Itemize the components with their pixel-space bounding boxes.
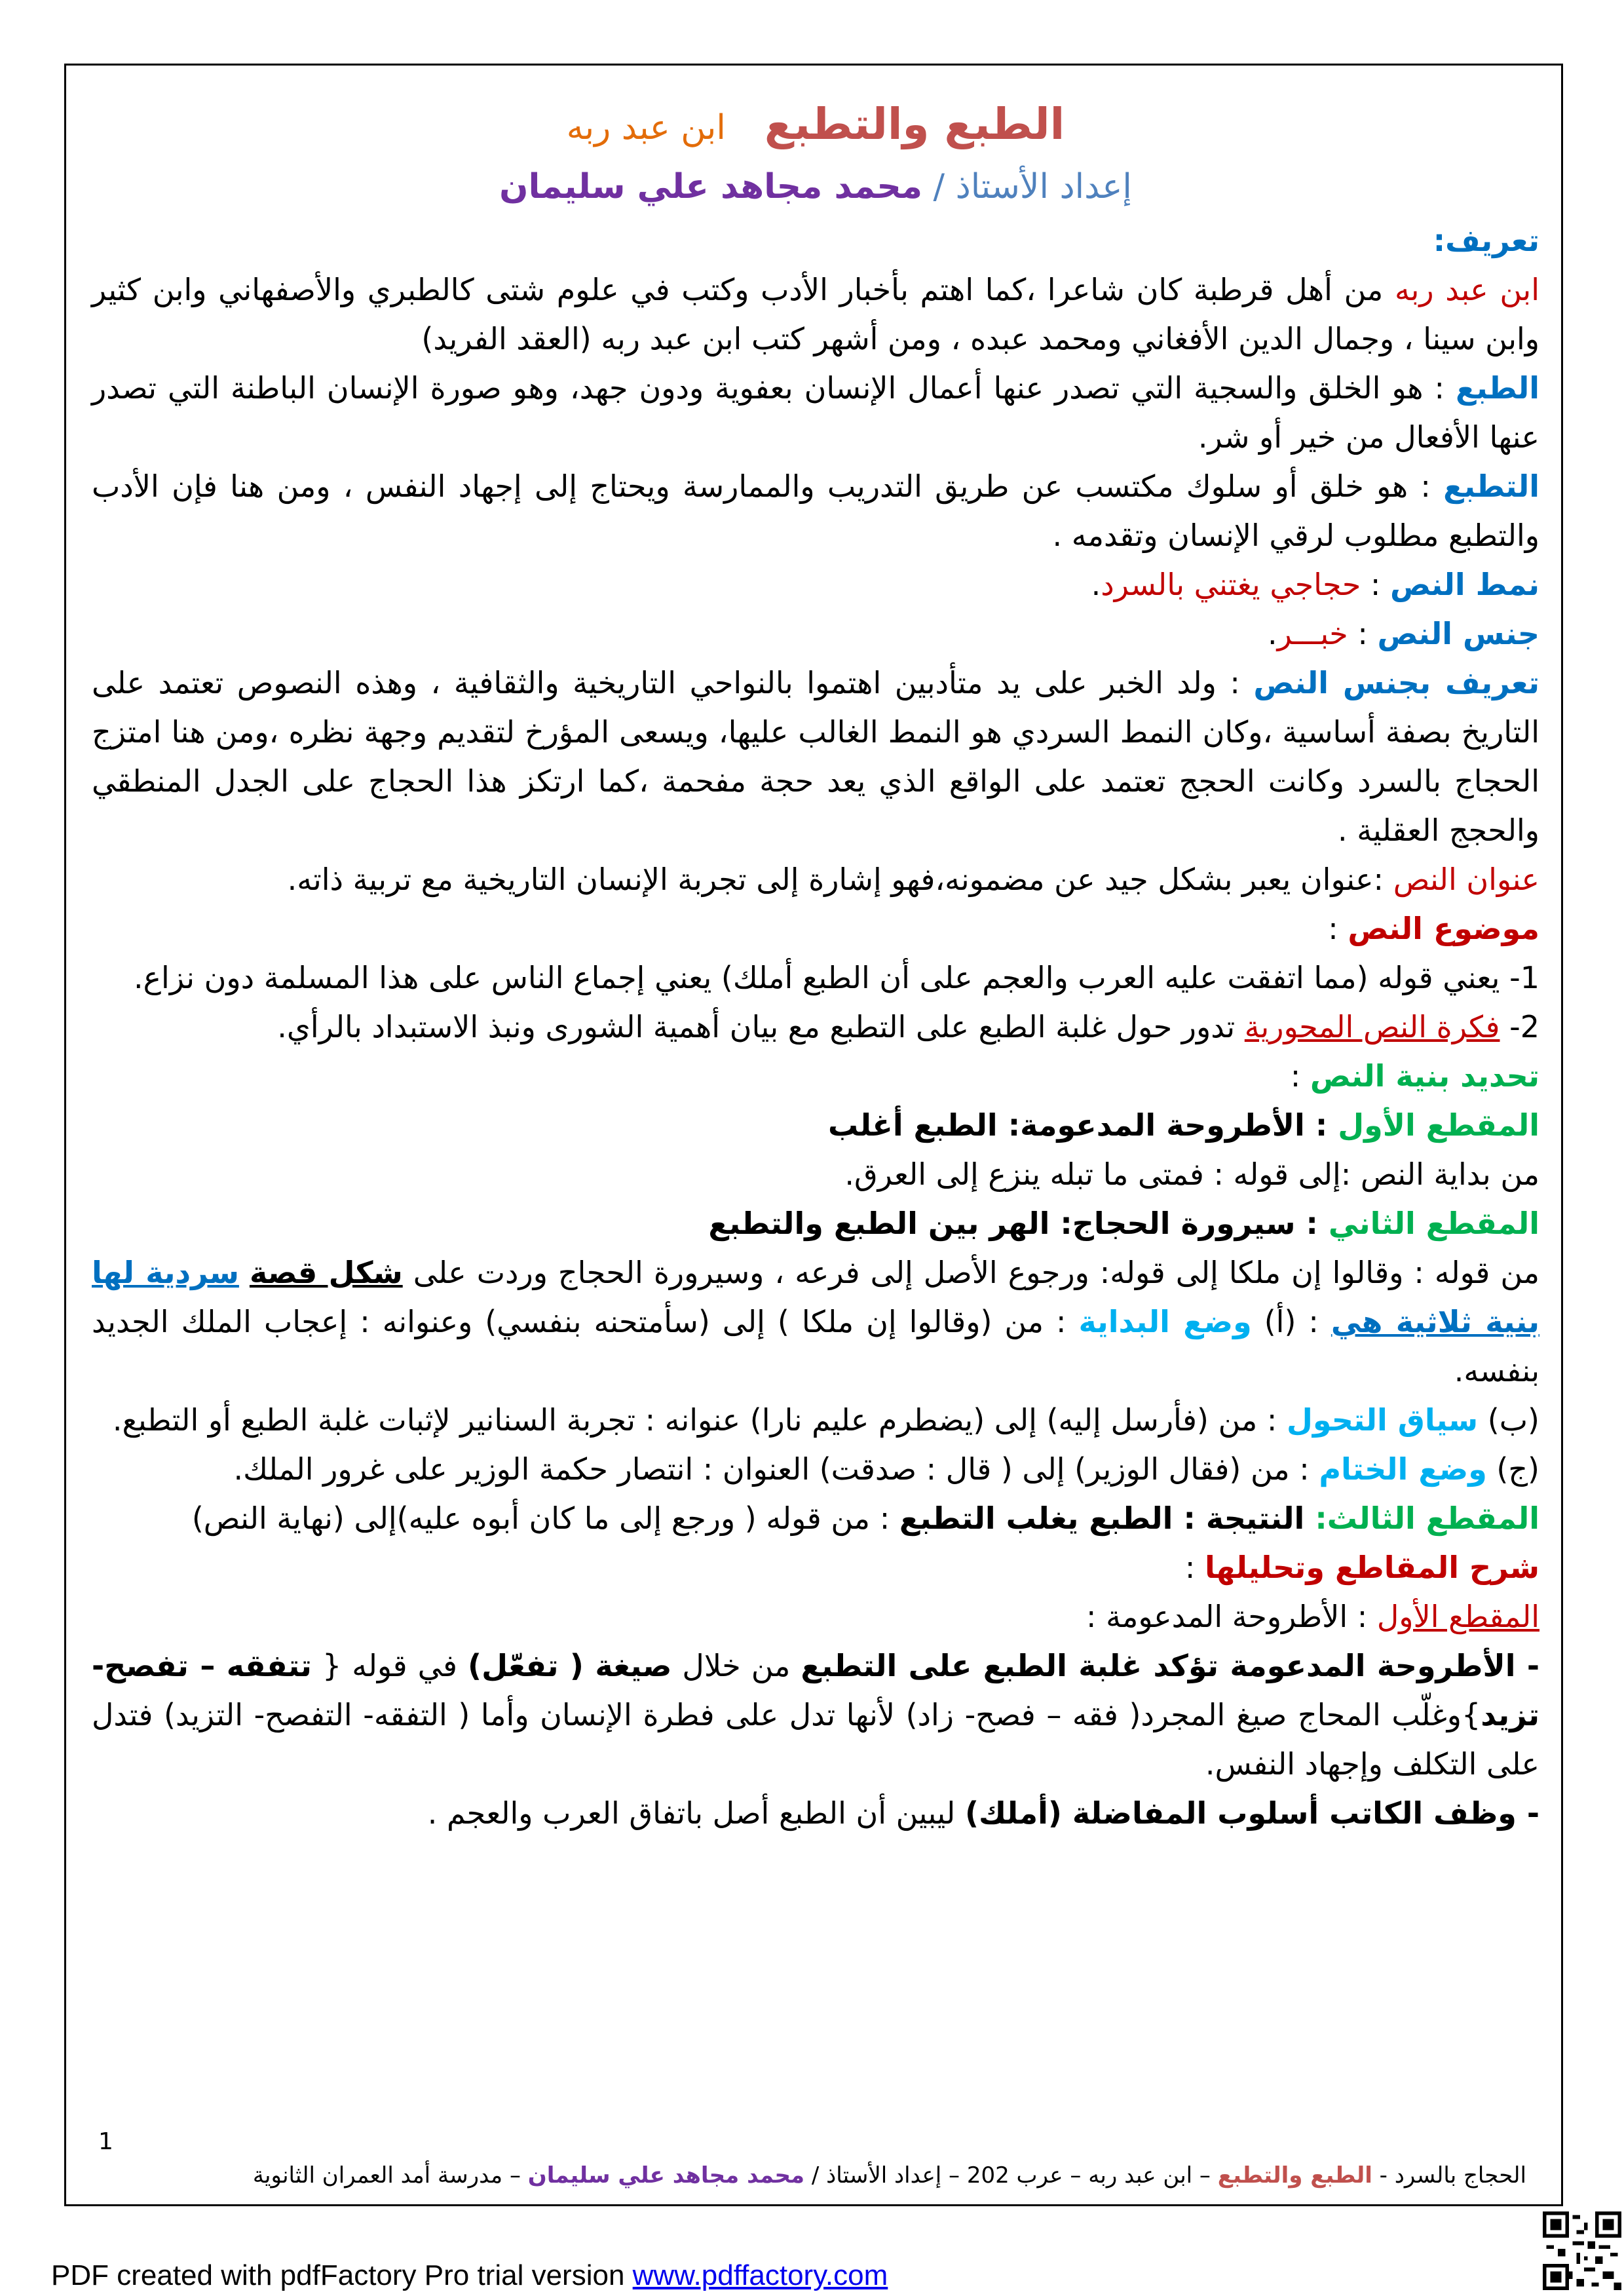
tabaa-label: الطبع: [1455, 370, 1540, 406]
analysis-segment-1-text: : الأطروحة المدعومة :: [1086, 1599, 1377, 1634]
triple-structure: سردية لها بنية ثلاثية هي: [92, 1255, 1539, 1339]
analysis-segment-1-line: [92, 1592, 1539, 1641]
pattern-sep: :: [1361, 567, 1391, 602]
tabaa-paragraph: [92, 364, 1539, 462]
teacher-name: محمد مجاهد علي سليمان: [499, 167, 923, 206]
qr-code-icon: [1543, 2211, 1621, 2290]
segment-2-title: : سيرورة الحجاج: الهر بين الطبع والتطبع: [708, 1206, 1329, 1241]
genre-def-label: تعريف بجنس النص: [1253, 665, 1539, 700]
analysis-label: شرح المقاطع وتحليلها: [1204, 1550, 1539, 1585]
analysis-p1-mid: من خلال: [671, 1648, 801, 1683]
topic-end: :: [1328, 911, 1348, 946]
analysis-p1-rest: }وغلّب المحاج صيغ المجرد( فقه – فصح- زاد) لأنها تدل على فطرة الإنسان وأما ( التفقه- التفصح- التزيد) فتدل على التكلف وإجهاد النفس.: [92, 1697, 1539, 1782]
pattern-label: نمط النص: [1390, 567, 1539, 602]
part-b-label: سياق التحول: [1287, 1402, 1479, 1438]
title-sec-label: عنوان النص: [1393, 862, 1539, 897]
part-a-prefix: : (أ): [1251, 1304, 1331, 1339]
analysis-paragraph-2: [92, 1789, 1539, 1838]
intro-label: تعريف:: [1433, 223, 1539, 258]
part-c-prefix: (ج): [1486, 1451, 1539, 1487]
genre-def-text: : ولد الخبر على يد متأدبين اهتموا بالنواحي التاريخية والثقافية ، وهذه النصوص تعتمد على التاريخ بصفة أساسية ،وكان النمط السردي هو النمط الغالب عليها، ويسعى المؤرخ لتقديم وجهة نظره ،ومن هنا امتزج الحجاج بالسرد وكانت الحجج تعتمد على الواقع الذي يعد حجة مفحمة ،كما ارتكز هذا الحجاج على الجدل المنطقي والحجج العقلية .: [92, 665, 1539, 848]
pdffactory-link[interactable]: www.pdffactory.com: [632, 2259, 888, 2291]
intro-text: من أهل قرطبة كان شاعرا ،كما اهتم بأخبار الأدب وكتب في علوم شتى كالطبري والأصفهاني وابن كثير وابن سينا ، وجمال الدين الأفغاني ومحمد عبده ، ومن أشهر كتب ابن عبد ربه (العقد الفريد): [92, 272, 1539, 356]
topic-label: موضوع النص: [1348, 911, 1539, 946]
segment-2-text: من قوله : وقالوا إن ملكا إلى قوله: ورجوع الأصل إلى فرعه ، وسيرورة الحجاج وردت على: [402, 1255, 1539, 1290]
title-sec-paragraph: [92, 855, 1539, 904]
analysis-p2-bold: - وظف الكاتب أسلوب المفاضلة (أملك): [964, 1795, 1539, 1831]
footer-prefix: الحجاج بالسرد -: [1372, 2162, 1526, 2189]
footer-title: الطبع والتطبع: [1217, 2162, 1372, 2189]
genre-sep: :: [1348, 616, 1378, 651]
page-footer: [98, 2162, 1526, 2189]
part-c-paragraph: [92, 1445, 1539, 1494]
intro-paragraph: [92, 265, 1539, 364]
part-a-text: : من (وقالوا إن ملكا ) إلى (سأمتحنه بنفسي) وعنوانه : إعجاب الملك الجديد بنفسه.: [92, 1304, 1539, 1388]
title-sec-text: :عنوان يعبر بشكل جيد عن مضمونه،فهو إشارة إلى تجربة الإنسان التاريخية مع تربية ذاته.: [287, 862, 1384, 897]
segment-1-label: المقطع الأول: [1338, 1107, 1539, 1143]
analysis-p2-rest: ليبين أن الطبع أصل باتفاق العرب والعجم .: [427, 1795, 965, 1831]
segment-3-text: : من قوله ( ورجع إلى ما كان أبوه عليه)إلى (نهاية النص): [191, 1501, 899, 1536]
prepared-by: إعداد الأستاذ /: [933, 167, 1132, 206]
title-author: ابن عبد ربه: [566, 108, 726, 147]
topic-item-2-text: تدور حول غلبة الطبع على التطبع مع بيان أهمية الشورى ونبذ الاستبداد بالرأي.: [277, 1009, 1245, 1044]
tatabbu-paragraph: [92, 462, 1539, 560]
pattern-value: حجاجي يغتني بالسرد: [1101, 567, 1361, 602]
footer-school: – مدرسة أمد العمران الثانوية: [252, 2162, 528, 2189]
structure-label-line: [92, 1052, 1539, 1101]
page-title: الطبع والتطبع: [764, 99, 1065, 149]
segment-2-paragraph: [92, 1248, 1539, 1396]
genre-label: جنس النص: [1377, 616, 1539, 651]
pattern-line: [92, 560, 1539, 609]
structure-end: :: [1290, 1058, 1310, 1094]
structure-label: تحديد بنية النص: [1310, 1058, 1539, 1094]
segment-1-title: : الأطروحة المدعومة: الطبع أغلب: [827, 1107, 1338, 1143]
analysis-p1-words: تتفقه – تفصح- تزيد: [92, 1648, 1539, 1732]
segment-2-line: [92, 1199, 1539, 1248]
footer-mid: – ابن عبد ربه – عرب 202 – إعداد الأستاذ /: [804, 2162, 1218, 2189]
analysis-end: :: [1184, 1550, 1205, 1585]
footer-teacher: محمد مجاهد علي سليمان: [527, 2162, 805, 2189]
subtitle: [92, 157, 1539, 216]
segment-1-line: [92, 1101, 1539, 1150]
genre-end: .: [1267, 616, 1277, 651]
pdf-notice-text: PDF created with pdfFactory Pro trial version: [51, 2259, 633, 2291]
segment-3-label: المقطع الثالث:: [1315, 1501, 1539, 1536]
tatabbu-text: : هو خلق أو سلوك مكتسب عن طريق التدريب والممارسة ويحتاج إلى إجهاد النفس ، ومن هنا فإن الأدب والتطبع مطلوب لرقي الإنسان وتقدمه .: [92, 469, 1539, 553]
genre-line: [92, 609, 1539, 659]
segment-3-line: [92, 1494, 1539, 1543]
story-shape: شكل قصة: [249, 1255, 403, 1290]
analysis-p1-form: صيغة ( تفعّل): [468, 1648, 672, 1683]
intro-label-line: [92, 216, 1539, 265]
tatabbu-label: التطبع: [1443, 469, 1539, 504]
pdf-notice: [51, 2259, 888, 2292]
part-b-prefix: (ب): [1478, 1402, 1539, 1438]
title-row: [92, 95, 1539, 157]
analysis-p1-after: في قوله {: [311, 1648, 468, 1683]
part-b-paragraph: [92, 1396, 1539, 1445]
document-body: [92, 95, 1539, 1838]
part-c-text: : من (فقال الوزير) إلى ( قال : صدقت) العنوان : انتصار حكمة الوزير على غرور الملك.: [233, 1451, 1319, 1487]
topic-label-line: [92, 904, 1539, 953]
analysis-paragraph-1: [92, 1641, 1539, 1789]
segment-3-title: النتيجة : الطبع يغلب التطبع: [899, 1501, 1315, 1536]
part-c-label: وضع الختام: [1319, 1451, 1487, 1487]
page-number: 1: [98, 2128, 113, 2155]
segment-1-range: من بداية النص :إلى قوله : فمتى ما تبله ينزع إلى العرق.: [844, 1157, 1539, 1192]
pattern-end: .: [1091, 567, 1101, 602]
topic-item-2-num: 2-: [1500, 1009, 1539, 1044]
analysis-p1-bold: - الأطروحة المدعومة تؤكد غلبة الطبع على التطبع: [801, 1648, 1539, 1683]
segment-2-label: المقطع الثاني: [1328, 1206, 1539, 1241]
tabaa-text: : هو الخلق والسجية التي تصدر عنها أعمال الإنسان بعفوية ودون جهد، وهو صورة الإنسان الباطنة التي تصدر عنها الأفعال من خير أو شر.: [92, 370, 1539, 455]
genre-def-paragraph: [92, 659, 1539, 855]
central-idea-label: فكرة النص المحورية: [1244, 1009, 1500, 1044]
analysis-segment-1-label: المقطع الأول: [1376, 1599, 1539, 1634]
topic-item-2: [92, 1003, 1539, 1052]
genre-value: خبـــر: [1277, 616, 1348, 651]
part-b-text: : من (فأرسل إليه) إلى (يضطرم عليم نارا) عنوانه : تجربة السنانير لإثبات غلبة الطبع أو التطبع.: [112, 1402, 1287, 1438]
part-a-label: وضع البداية: [1078, 1304, 1252, 1339]
analysis-label-line: [92, 1543, 1539, 1592]
intro-author: ابن عبد ربه: [1394, 272, 1539, 307]
topic-item-1: 1- يعني قوله (مما اتفقت عليه العرب والعجم على أن الطبع أملك) يعني إجماع الناس على هذا المسلمة دون نزاع.: [133, 960, 1539, 995]
